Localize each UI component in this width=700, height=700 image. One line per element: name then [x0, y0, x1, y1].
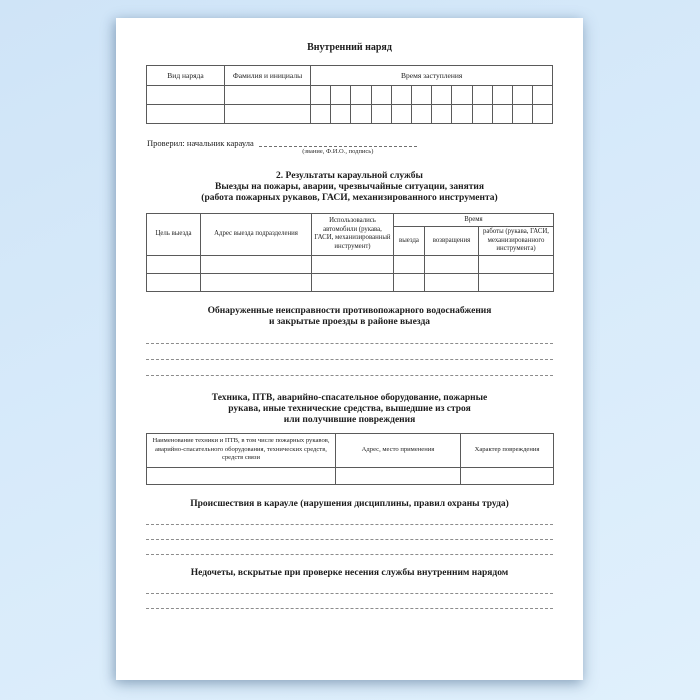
- blank-line: [146, 540, 553, 555]
- empty-cell: [461, 467, 554, 484]
- page-content: [116, 18, 583, 609]
- duty-roster-table: [146, 65, 553, 124]
- callouts-table: [146, 213, 554, 292]
- col-header-equipment-name: Наименование техники и ПТВ, в том числе пожарных рукавов, аварийно-спасательного оборудования, технических средств, средств связи: [147, 433, 336, 467]
- empty-cell: [225, 86, 311, 105]
- empty-cell: [479, 255, 554, 273]
- empty-cell: [371, 86, 391, 105]
- empty-cell: [472, 105, 492, 124]
- duty-roster-header-row: [147, 66, 553, 86]
- empty-cell: [411, 105, 431, 124]
- blank-line: [146, 579, 553, 594]
- section-heading-shortcomings: Недочеты, вскрытые при проверке несения службы внутренним нарядом: [190, 567, 509, 578]
- damage-table: [146, 433, 554, 485]
- col-header-time-return: возвращения: [425, 227, 479, 256]
- heading-line: Выезды на пожары, аварии, чрезвычайные ситуации, занятия: [214, 182, 485, 192]
- empty-cell: [147, 86, 225, 105]
- col-header-time-departure: выезда: [394, 227, 425, 256]
- empty-cell: [371, 105, 391, 124]
- empty-cell: [331, 105, 351, 124]
- blank-line: [146, 328, 553, 344]
- heading-line: (работа пожарных рукавов, ГАСИ, механизированного инструмента): [201, 193, 498, 203]
- heading-line: Техника, ПТВ, аварийно-спасательное оборудование, пожарные: [211, 392, 488, 403]
- checked-by-label: Проверил: начальник караула: [147, 138, 254, 148]
- blank-line: [146, 510, 553, 525]
- section-heading-incidents: Происшествия в карауле (нарушения дисциплины, правил охраны труда): [190, 498, 509, 509]
- write-in-lines-shortcomings: [146, 579, 553, 609]
- section-heading-equipment: [146, 393, 553, 426]
- callouts-header-row: [147, 214, 554, 227]
- callouts-row: [147, 273, 554, 291]
- empty-cell: [394, 273, 425, 291]
- empty-cell: [452, 86, 472, 105]
- empty-cell: [492, 86, 512, 105]
- empty-cell: [391, 86, 411, 105]
- damage-row: [147, 467, 554, 484]
- duty-roster-row: [147, 86, 553, 105]
- empty-cell: [312, 255, 394, 273]
- empty-cell: [479, 273, 554, 291]
- empty-cell: [351, 86, 371, 105]
- col-header-purpose: Цель выезда: [147, 214, 201, 256]
- heading-line: Обнаруженные неисправности противопожарного водоснабжения: [207, 305, 492, 316]
- col-header-surname: Фамилия и инициалы: [225, 66, 311, 86]
- blank-line: [146, 360, 553, 376]
- col-header-time: Время: [394, 214, 554, 227]
- empty-cell: [201, 255, 312, 273]
- empty-cell: [147, 255, 201, 273]
- empty-cell: [391, 105, 411, 124]
- duty-roster-row: [147, 105, 553, 124]
- section-heading-results: [146, 171, 553, 204]
- empty-cell: [225, 105, 311, 124]
- empty-cell: [432, 105, 452, 124]
- empty-cell: [351, 105, 371, 124]
- empty-cell: [411, 86, 431, 105]
- checked-by-line: [146, 138, 553, 155]
- empty-cell: [492, 105, 512, 124]
- blank-line: [146, 594, 553, 609]
- empty-cell: [472, 86, 492, 105]
- signature-caption: (звание, Ф.И.О., подпись): [302, 148, 374, 155]
- empty-cell: [452, 105, 472, 124]
- section-heading-water-supply: [146, 306, 553, 328]
- empty-cell: [533, 86, 553, 105]
- col-header-address: Адрес выезда подразделения: [201, 214, 312, 256]
- heading-line: или получившие повреждения: [283, 414, 416, 425]
- write-in-lines-water: [146, 328, 553, 376]
- page-title: Внутренний наряд: [307, 42, 392, 53]
- empty-cell: [147, 105, 225, 124]
- signature-blank-line: [259, 138, 417, 147]
- col-header-damage-type: Характер повреждения: [461, 433, 554, 467]
- empty-cell: [394, 255, 425, 273]
- col-header-start-time: Время заступления: [311, 66, 553, 86]
- blank-line: [146, 525, 553, 540]
- heading-line: рукава, иные технические средства, вышедшие из строя: [228, 403, 471, 414]
- heading-line: 2. Результаты караульной службы: [276, 171, 423, 181]
- heading-line: и закрытые проезды в районе выезда: [268, 316, 431, 327]
- empty-cell: [425, 255, 479, 273]
- empty-cell: [533, 105, 553, 124]
- empty-cell: [311, 105, 331, 124]
- empty-cell: [147, 273, 201, 291]
- callouts-row: [147, 255, 554, 273]
- col-header-vehicles: Использовались автомобили (рукава, ГАСИ, механизированный инструмент): [312, 214, 394, 256]
- empty-cell: [512, 86, 532, 105]
- empty-cell: [201, 273, 312, 291]
- empty-cell: [336, 467, 461, 484]
- empty-cell: [331, 86, 351, 105]
- empty-cell: [512, 105, 532, 124]
- empty-cell: [312, 273, 394, 291]
- col-header-time-work: работы (рукава, ГАСИ, механизированного инструмента): [479, 227, 554, 256]
- blank-line: [146, 344, 553, 360]
- empty-cell: [432, 86, 452, 105]
- write-in-lines-incidents: [146, 510, 553, 555]
- signature-area: [259, 138, 417, 155]
- col-header-duty-kind: Вид наряда: [147, 66, 225, 86]
- empty-cell: [311, 86, 331, 105]
- empty-cell: [425, 273, 479, 291]
- damage-header-row: [147, 433, 554, 467]
- col-header-application-address: Адрес, место применения: [336, 433, 461, 467]
- document-page: [116, 18, 583, 680]
- empty-cell: [147, 467, 336, 484]
